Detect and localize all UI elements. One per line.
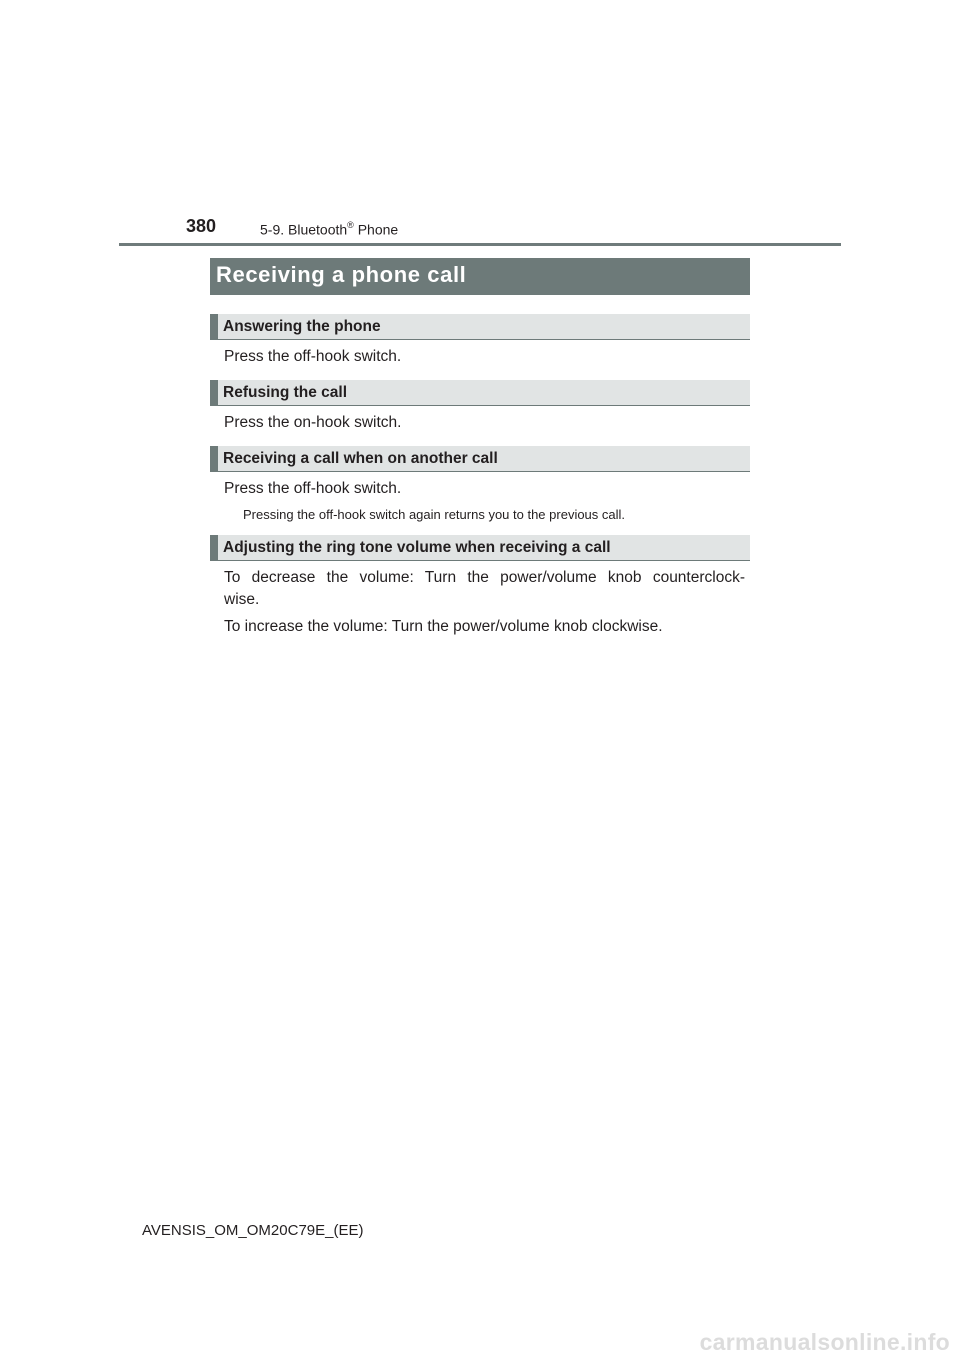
subhead-another-call [210, 446, 750, 472]
subhead-marker [210, 380, 218, 405]
subhead-marker [210, 446, 218, 471]
subhead-label: Receiving a call when on another call [223, 450, 498, 467]
subhead-label: Adjusting the ring tone volume when receiving a call [223, 539, 611, 556]
subhead-label: Refusing the call [223, 384, 348, 401]
body-text: Press the on-hook switch. [224, 414, 402, 431]
body-text-line2: wise. [224, 591, 260, 608]
subhead-refusing [210, 380, 750, 406]
page-title: Receiving a phone call [216, 262, 467, 287]
section-suffix: Phone [353, 221, 399, 238]
page-number: 380 [186, 216, 217, 236]
section-label [260, 221, 398, 238]
note-text: Pressing the off-hook switch again returns you to the previous call. [243, 507, 626, 522]
subhead-ring-volume [210, 535, 750, 561]
body-text: Press the off-hook switch. [224, 480, 402, 497]
body-text-line1: To decrease the volume: Turn the power/volume knob counterclock- [224, 569, 745, 586]
subhead-answering [210, 314, 750, 340]
registered-mark: ® [347, 220, 354, 230]
title-bar [210, 258, 750, 295]
body-text: Press the off-hook switch. [224, 348, 402, 365]
subhead-label: Answering the phone [223, 318, 381, 335]
document-footer: AVENSIS_OM_OM20C79E_(EE) [142, 1222, 364, 1239]
header-rule [119, 243, 841, 246]
body-text: To increase the volume: Turn the power/volume knob clockwise. [224, 618, 663, 635]
subhead-marker [210, 535, 218, 560]
watermark: carmanualsonline.info [699, 1329, 950, 1355]
section-prefix: 5-9. Bluetooth [260, 221, 348, 238]
subhead-marker [210, 314, 218, 339]
